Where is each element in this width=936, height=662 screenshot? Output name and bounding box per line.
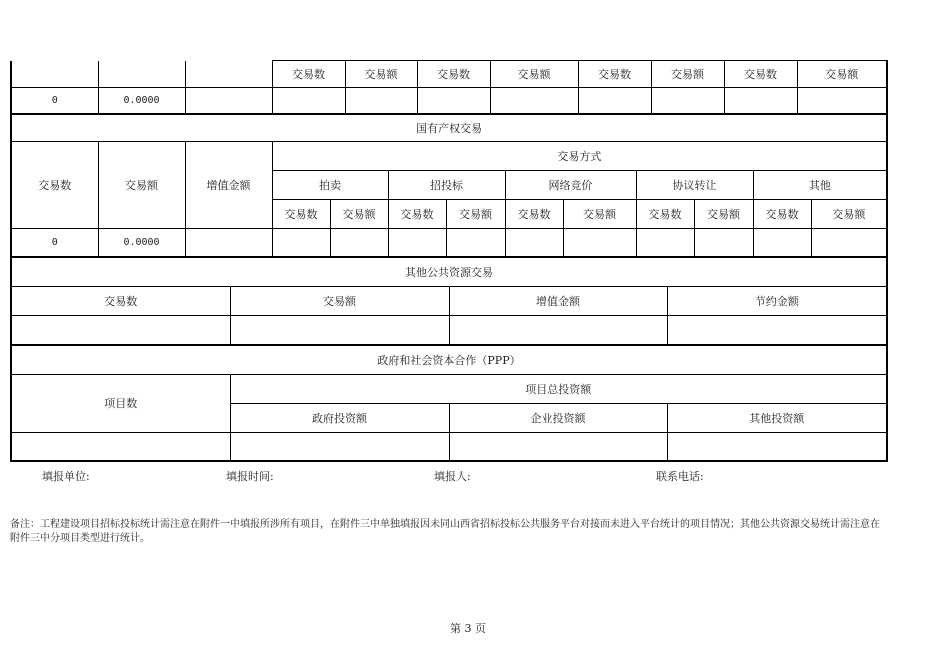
data-cell <box>505 228 563 257</box>
header-cell: 增值金额 <box>449 286 667 315</box>
data-cell-count: 0 <box>11 88 98 114</box>
header-cell: 交易数 <box>505 199 563 228</box>
header-cell: 交易额 <box>797 61 887 88</box>
data-cell <box>417 88 490 114</box>
data-cell <box>446 228 505 257</box>
data-cell <box>636 228 694 257</box>
data-cell <box>272 88 345 114</box>
header-cell: 交易额 <box>651 61 724 88</box>
header-cell: 交易数 <box>272 199 330 228</box>
header-cell: 企业投资额 <box>449 403 667 432</box>
header-cell: 交易额 <box>98 141 185 228</box>
data-cell <box>753 228 811 257</box>
data-cell <box>811 228 887 257</box>
data-cell <box>797 88 887 114</box>
data-cell <box>230 315 449 344</box>
data-cell <box>185 88 272 114</box>
data-cell <box>272 228 330 257</box>
header-cell: 交易额 <box>330 199 388 228</box>
footer-time-label: 填报时间: <box>226 470 274 483</box>
data-cell <box>651 88 724 114</box>
header-cell: 交易数 <box>753 199 811 228</box>
data-cell <box>330 228 388 257</box>
header-cell: 交易额 <box>694 199 753 228</box>
header-cell: 交易额 <box>230 286 449 315</box>
header-cell: 交易额 <box>563 199 636 228</box>
data-cell-amount: 0.0000 <box>98 228 185 257</box>
footer-phone-label: 联系电话: <box>656 470 704 483</box>
top-table <box>10 60 888 114</box>
header-cell: 交易额 <box>446 199 505 228</box>
header-cell: 交易数 <box>388 199 446 228</box>
page-number: 第 3 页 <box>450 622 486 635</box>
header-cell: 项目数 <box>11 374 230 432</box>
footer-person-label: 填报人: <box>434 470 471 483</box>
header-cell: 节约金额 <box>667 286 887 315</box>
data-cell <box>578 88 651 114</box>
header-cell: 交易数 <box>11 286 230 315</box>
section-title: 国有产权交易 <box>11 114 887 141</box>
header-cell: 交易额 <box>811 199 887 228</box>
other-public-table <box>10 256 888 345</box>
section-title: 政府和社会资本合作（PPP） <box>11 345 887 374</box>
header-cell: 交易方式 <box>272 141 887 170</box>
data-cell <box>185 228 272 257</box>
method-header: 网络竞价 <box>505 170 636 199</box>
header-cell: 交易额 <box>345 61 417 88</box>
header-cell: 交易数 <box>11 141 98 228</box>
section-title: 其他公共资源交易 <box>11 257 887 286</box>
header-cell: 交易数 <box>272 61 345 88</box>
data-cell <box>667 432 887 461</box>
header-cell: 交易数 <box>636 199 694 228</box>
ppp-table <box>10 344 888 462</box>
data-cell <box>563 228 636 257</box>
method-header: 协议转让 <box>636 170 753 199</box>
data-cell <box>490 88 578 114</box>
method-header: 拍卖 <box>272 170 388 199</box>
method-header: 招投标 <box>388 170 505 199</box>
data-cell-count: 0 <box>11 228 98 257</box>
footer-fields <box>42 468 882 482</box>
data-cell <box>11 432 230 461</box>
data-cell <box>724 88 797 114</box>
header-cell: 增值金额 <box>185 141 272 228</box>
property-table <box>10 113 888 258</box>
header-cell: 项目总投资额 <box>230 374 887 403</box>
data-cell <box>230 432 449 461</box>
data-cell <box>11 315 230 344</box>
data-cell <box>449 432 667 461</box>
header-cell: 交易额 <box>490 61 578 88</box>
header-cell: 政府投资额 <box>230 403 449 432</box>
header-cell: 交易数 <box>724 61 797 88</box>
header-cell: 交易数 <box>578 61 651 88</box>
header-cell: 交易数 <box>417 61 490 88</box>
data-cell-amount: 0.0000 <box>98 88 185 114</box>
data-cell <box>388 228 446 257</box>
data-cell <box>449 315 667 344</box>
header-cell: 其他投资额 <box>667 403 887 432</box>
footer-unit-label: 填报单位: <box>42 470 90 483</box>
data-cell <box>667 315 887 344</box>
method-header: 其他 <box>753 170 887 199</box>
data-cell <box>345 88 417 114</box>
data-cell <box>694 228 753 257</box>
remarks-note: 备注：工程建设项目招标投标统计需注意在附件一中填报所涉所有项目，在附件三中单独填报因未同山西省招标投标公共服务平台对接而未进入平台统计的项目情况；其他公共资源交易统计需注意在附件三中分项目类型进行统计。 <box>10 519 880 544</box>
